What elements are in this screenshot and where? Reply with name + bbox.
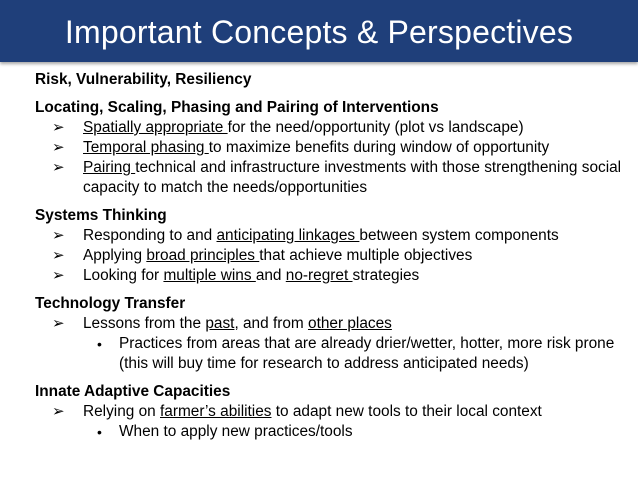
item-text: When to apply new practices/tools	[119, 423, 353, 440]
underlined-term: other places	[308, 315, 392, 332]
heading-systems: Systems Thinking	[35, 207, 167, 224]
title-bar	[0, 0, 638, 62]
arrow-bullet-icon: ➢	[52, 403, 65, 420]
item-text: to adapt new tools to their local context	[271, 403, 542, 420]
item-text: and	[255, 267, 286, 284]
item-text: Relying on	[83, 403, 160, 420]
slide-title: Important Concepts & Perspectives	[64, 14, 574, 50]
arrow-bullet-icon: ➢	[52, 139, 65, 156]
item-text: Lessons from the	[83, 315, 206, 332]
sub-list-item	[35, 334, 630, 374]
arrow-bullet-icon: ➢	[52, 119, 65, 136]
dot-bullet-icon: •	[97, 424, 102, 440]
list-item	[35, 138, 630, 158]
underlined-term: past	[205, 315, 235, 332]
arrow-bullet-icon: ➢	[52, 159, 65, 176]
list-item	[35, 118, 630, 138]
heading-risk: Risk, Vulnerability, Resiliency	[35, 71, 252, 88]
item-text: Responding to and	[83, 227, 217, 244]
item-text: technical and infrastructure investments with those strengthening social capacity to match the needs/opportunities	[83, 159, 622, 196]
underlined-term: anticipating linkages	[216, 227, 360, 244]
arrow-bullet-icon: ➢	[52, 315, 65, 332]
item-text: Looking for	[83, 267, 164, 284]
item-text: Applying	[83, 247, 147, 264]
heading-innate: Innate Adaptive Capacities	[35, 383, 231, 400]
sub-list-item	[35, 422, 630, 442]
item-text: that achieve multiple objectives	[259, 247, 473, 264]
slide-content	[35, 70, 630, 442]
item-text: Practices from areas that are already drier/wetter, hotter, more risk prone (this will buy time for research to address anticipated needs)	[119, 335, 615, 372]
dot-bullet-icon: •	[97, 336, 102, 352]
list-item	[35, 226, 630, 246]
item-text: for the need/opportunity (plot vs landscape)	[227, 119, 524, 136]
heading-locating: Locating, Scaling, Phasing and Pairing of Interventions	[35, 99, 439, 116]
underlined-term: multiple wins	[163, 267, 256, 284]
list-item	[35, 314, 630, 334]
list-item	[35, 246, 630, 266]
underlined-term: broad principles	[146, 247, 260, 264]
item-text: between system components	[359, 227, 559, 244]
underlined-term: Spatially appropriate	[83, 119, 228, 136]
underlined-term: Pairing	[83, 159, 136, 176]
list-item	[35, 266, 630, 286]
item-text: , and from	[234, 315, 309, 332]
arrow-bullet-icon: ➢	[52, 227, 65, 244]
underlined-term: farmer’s abilities	[160, 403, 272, 420]
heading-tech: Technology Transfer	[35, 295, 186, 312]
arrow-bullet-icon: ➢	[52, 267, 65, 284]
underlined-term: no-regret	[285, 267, 353, 284]
list-item	[35, 158, 630, 198]
underlined-term: Temporal phasing	[83, 139, 209, 156]
item-text: to maximize benefits during window of opportunity	[208, 139, 550, 156]
item-text: strategies	[352, 267, 420, 284]
list-item	[35, 402, 630, 422]
arrow-bullet-icon: ➢	[52, 247, 65, 264]
